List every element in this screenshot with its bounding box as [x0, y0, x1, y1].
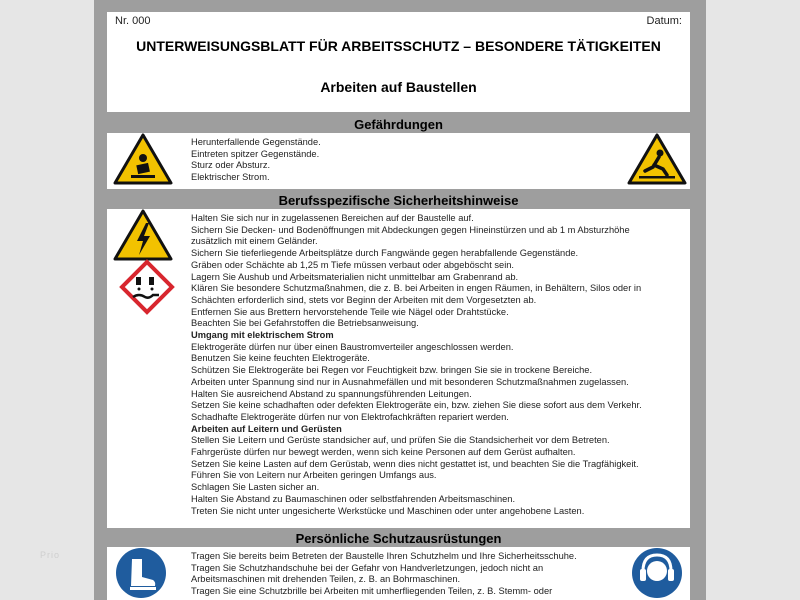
safety-line: Sichern Sie Decken- und Bodenöffnungen mit Abdeckungen gegen Hineinstürzen und ab 1 m Absturzhöhe	[191, 224, 630, 235]
safety-line: zusätzlich mit einem Geländer.	[191, 236, 318, 247]
hazards-panel	[107, 133, 690, 189]
ppe-text	[191, 551, 676, 598]
date-label: Datum:	[646, 15, 682, 27]
ppe-line: Arbeitsmaschinen mit drehenden Teilen, z. B. an Bohrmaschinen.	[191, 574, 461, 585]
safety-line: Setzen Sie keine Lasten auf dem Gerüstab, wenn dies nicht gestattet ist, und beachten Sie die Tragfähigkeit.	[191, 458, 639, 469]
instruction-sheet	[94, 0, 706, 600]
safety-line: Halten Sie ausreichend Abstand zu spannungsführenden Leitungen.	[191, 388, 472, 399]
ppe-line: Tragen Sie eine Schutzbrille bei Arbeiten mit umherfliegenden Teilen, z. B. Stemm- oder	[191, 586, 553, 597]
safety-line: Fahrgerüste dürfen nur bewegt werden, wenn sich keine Personen auf dem Gerüst aufhalten.	[191, 447, 576, 458]
slip-warning-icon	[627, 133, 687, 185]
safety-line: Klären Sie besondere Schutzmaßnahmen, die z. B. bei Arbeiten in engen Räumen, in Behältern, Silos oder in	[191, 283, 642, 294]
safety-line: Benutzen Sie keine feuchten Elektrogeräte.	[191, 353, 370, 364]
safety-boots-icon	[115, 547, 167, 599]
ppe-panel	[107, 547, 690, 600]
header-panel	[107, 12, 690, 112]
safety-line: Schlagen Sie Lasten sicher an.	[191, 482, 320, 493]
safety-line: Schadhafte Elektrogeräte dürfen nur von Elektrofachkräften repariert werden.	[191, 411, 509, 422]
safety-line: Sichern Sie tieferliegende Arbeitsplätze durch Fangwände gegen herabfallende Gegenstände.	[191, 248, 579, 259]
safety-subheading-ladders: Arbeiten auf Leitern und Gerüsten	[191, 423, 342, 434]
watermark: Prio	[40, 550, 61, 560]
safety-line: Beachten Sie bei Gefahrstoffen die Betriebsanweisung.	[191, 318, 419, 329]
safety-line: Schächten erforderlich sind, stets vor Beginn der Arbeiten mit dem Vorgesetzten ab.	[191, 294, 537, 305]
hazard-line: Elektrischer Strom.	[191, 172, 270, 183]
safety-subheading-electric: Umgang mit elektrischem Strom	[191, 330, 334, 341]
hazard-line: Herunterfallende Gegenstände.	[191, 137, 321, 147]
safety-text	[191, 213, 676, 517]
ear-protection-icon	[631, 547, 683, 599]
falling-objects-warning-icon	[113, 133, 173, 185]
document-subtitle: Arbeiten auf Baustellen	[320, 79, 477, 95]
electric-warning-icon	[113, 209, 173, 261]
safety-line: Halten Sie Abstand zu Baumaschinen oder selbstfahrenden Arbeitsmaschinen.	[191, 493, 516, 504]
safety-line: Treten Sie nicht unter ungesicherte Werkstücke und Maschinen oder unter angehobene Lasten.	[191, 505, 585, 516]
document-number: Nr. 000	[115, 15, 151, 27]
document-title: UNTERWEISUNGSBLATT FÜR ARBEITSSCHUTZ – BESONDERE TÄTIGKEITEN	[136, 38, 661, 54]
safety-line: Schützen Sie Elektrogeräte bei Regen vor Feuchtigkeit bzw. bringen Sie sie in trockene Bereiche.	[191, 365, 593, 376]
safety-line: Gräben oder Schächte ab 1,25 m Tiefe müssen verbaut oder abgeböscht sein.	[191, 259, 515, 270]
safety-line: Elektrogeräte dürfen nur über einen Baustromverteiler angeschlossen werden.	[191, 341, 514, 352]
safety-line: Halten Sie sich nur in zugelassenen Bereichen auf der Baustelle auf.	[191, 213, 474, 223]
hazard-line: Sturz oder Absturz.	[191, 160, 271, 171]
safety-line: Stellen Sie Leitern und Gerüste standsicher auf, und prüfen Sie die Standsicherheit vor dem Betreten.	[191, 435, 610, 446]
safety-line: Lagern Sie Aushub und Arbeitsmaterialien nicht unmittelbar am Grabenrand ab.	[191, 271, 519, 282]
safety-heading: Berufsspezifische Sicherheitshinweise	[278, 193, 519, 208]
ppe-line: Tragen Sie bereits beim Betreten der Baustelle Ihren Schutzhelm und Ihre Sicherheitsschuhe.	[191, 551, 577, 561]
safety-line: Entfernen Sie aus Brettern hervorstehende Teile wie Nägel oder Drahtstücke.	[191, 306, 509, 317]
safety-line: Arbeiten unter Spannung sind nur in Ausnahmefällen und mit besonderen Schutzmaßnahmen zugelassen.	[191, 376, 629, 387]
hazards-heading: Gefährdungen	[354, 117, 443, 132]
ppe-line: Tragen Sie Schutzhandschuhe bei der Gefahr von Handverletzungen, jedoch nicht an	[191, 562, 544, 573]
corrosive-ghs-icon	[119, 259, 175, 315]
ppe-heading: Persönliche Schutzausrüstungen	[295, 531, 502, 546]
hazard-line: Eintreten spitzer Gegenstände.	[191, 148, 320, 159]
hazards-text	[191, 137, 676, 184]
safety-line: Führen Sie von Leitern nur Arbeiten geringen Umfangs aus.	[191, 470, 437, 481]
safety-panel	[107, 209, 690, 528]
safety-line: Setzen Sie keine schadhaften oder defekten Elektrogeräte ein, bzw. ziehen Sie diese sofort aus dem Verkehr.	[191, 400, 642, 411]
